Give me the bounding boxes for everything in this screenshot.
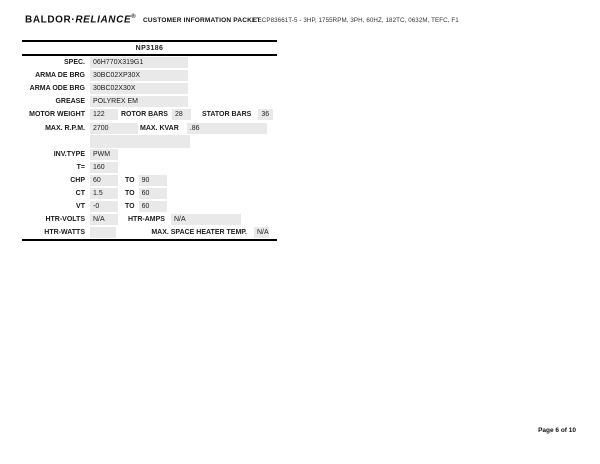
max-space-heater-temp-value: N/A	[254, 227, 269, 238]
table-row-htr-watts	[22, 226, 277, 239]
arma-ode-brg-label: ARMA ODE BRG	[29, 85, 85, 93]
table-row-htr-volts	[22, 213, 277, 226]
vt-to-label: TO	[125, 203, 135, 211]
htr-watts-label: HTR-WATTS	[44, 229, 85, 237]
table-row-inv-type	[22, 148, 277, 161]
arma-de-brg-value: 30BC02XP30X	[90, 70, 188, 81]
registered-trademark-icon: ®	[131, 14, 137, 20]
blank-value-cell	[90, 135, 190, 148]
chp-to-value: 90	[139, 175, 167, 186]
table-row-motor-weight	[22, 108, 277, 121]
htr-amps-label: HTR-AMPS	[128, 216, 165, 224]
vt-from-value: -0	[90, 201, 118, 212]
rotor-bars-value: 28	[172, 109, 191, 120]
htr-volts-label: HTR-VOLTS	[45, 216, 85, 224]
arma-ode-brg-value: 30BC02X30X	[90, 83, 188, 94]
table-row-chp	[22, 174, 277, 187]
logo-separator: ·	[71, 14, 76, 26]
htr-amps-value: N/A	[171, 214, 241, 225]
table-row-arma-de-brg	[22, 69, 277, 82]
logo-reliance: RELIANCE	[75, 14, 132, 26]
max-kvar-label: MAX. KVAR	[140, 124, 179, 132]
chp-to-label: TO	[125, 176, 135, 184]
table-row-t-equals	[22, 161, 277, 174]
table-row-blank	[22, 135, 277, 148]
t-equals-value: 160	[90, 162, 118, 173]
grease-label: GREASE	[55, 98, 85, 106]
vt-label: VT	[76, 203, 85, 211]
arma-de-brg-label: ARMA DE BRG	[35, 72, 85, 80]
ct-label: CT	[75, 189, 85, 197]
logo-baldor: BALDOR	[25, 14, 72, 26]
max-rpm-label: MAX. R.P.M.	[45, 124, 85, 132]
baldor-reliance-logo	[25, 14, 136, 25]
table-row-vt	[22, 200, 277, 213]
table-row-spec	[22, 56, 277, 69]
ct-to-label: TO	[125, 189, 135, 197]
motor-weight-label: MOTOR WEIGHT	[29, 111, 85, 119]
table-row-grease	[22, 95, 277, 108]
product-summary: CECP83661T-5 - 3HP, 1755RPM, 3PH, 60HZ, 182TC, 0632M, TEFC, F1	[253, 17, 459, 24]
chp-from-value: 60	[90, 175, 118, 186]
inv-type-label: INV.TYPE	[53, 150, 85, 158]
ct-to-value: 60	[139, 188, 167, 199]
table-row-ct	[22, 187, 277, 200]
document-title: CUSTOMER INFORMATION PACKET	[143, 17, 261, 24]
t-equals-label: T=	[76, 163, 85, 171]
max-space-heater-temp-label: MAX. SPACE HEATER TEMP.	[151, 229, 247, 237]
spec-value: 06H770X319G1	[90, 57, 188, 68]
stator-bars-value: 36	[258, 109, 273, 120]
htr-watts-value	[90, 227, 116, 238]
max-rpm-value: 2700	[90, 123, 138, 134]
rotor-bars-label: ROTOR BARS	[121, 111, 168, 119]
htr-volts-value: N/A	[90, 214, 118, 225]
chp-label: CHP	[70, 176, 85, 184]
spec-table	[22, 40, 277, 241]
stator-bars-label: STATOR BARS	[201, 111, 252, 119]
table-row-max-rpm	[22, 121, 277, 134]
page-number: Page 6 of 10	[538, 427, 576, 434]
ct-from-value: 1.5	[90, 188, 118, 199]
spec-label: SPEC.	[63, 59, 85, 67]
inv-type-value: PWM	[90, 149, 118, 160]
max-kvar-value: .86	[187, 123, 267, 134]
table-row-arma-ode-brg	[22, 82, 277, 95]
grease-value: POLYREX EM	[90, 96, 188, 107]
table-title-nameplate: NP3186	[22, 42, 277, 56]
vt-to-value: 60	[139, 201, 167, 212]
motor-weight-value: 122	[90, 109, 118, 120]
